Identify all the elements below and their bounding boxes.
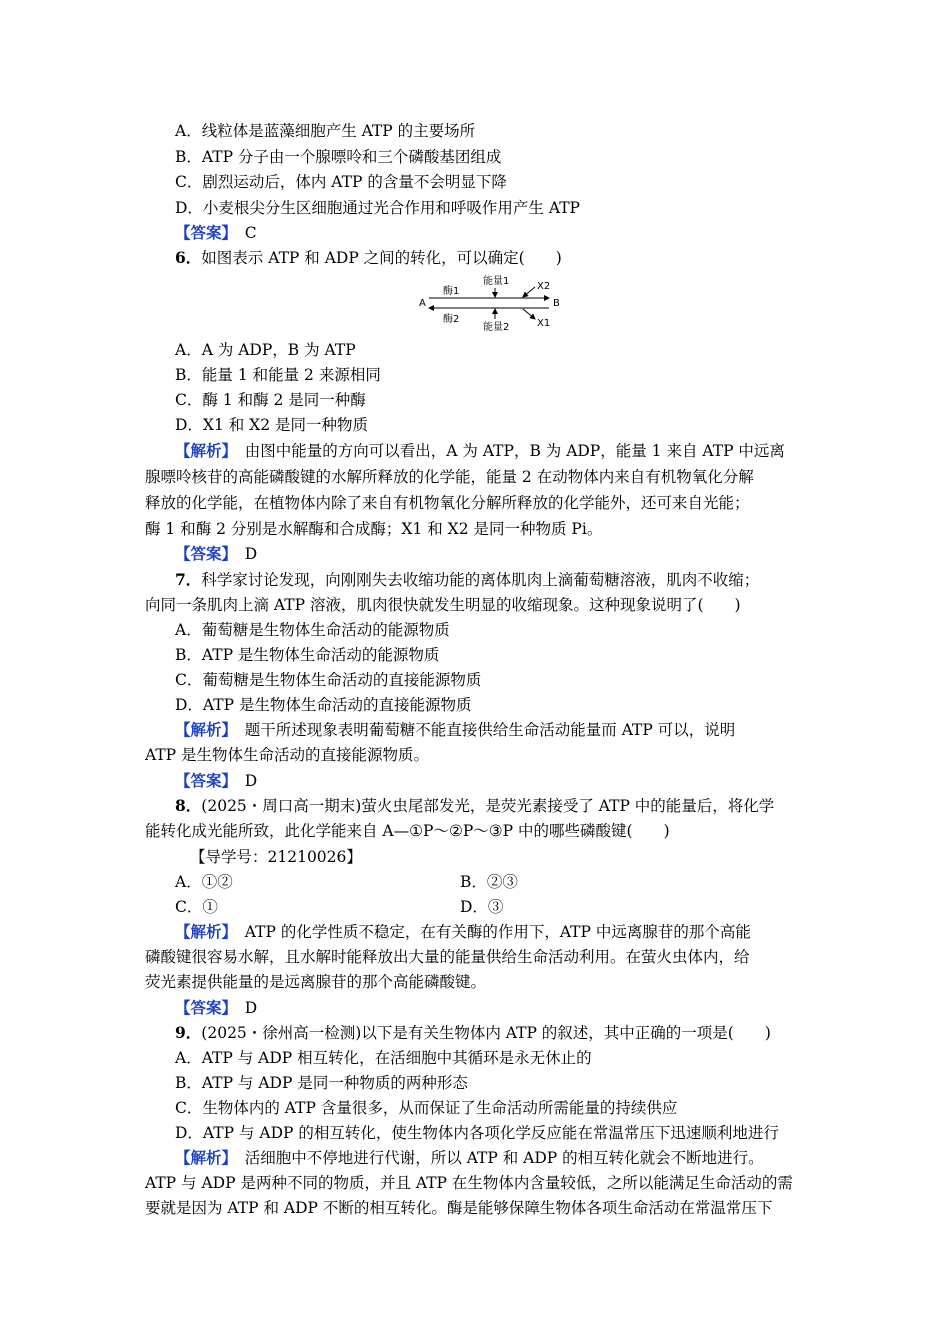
q7-option-b: B．ATP 是生物体生命活动的能源物质: [175, 646, 440, 664]
analysis-text: 活细胞中不停地进行代谢，所以 ATP 和 ADP 的相互转化就会不断地进行。: [244, 1149, 764, 1167]
q9-option-d: D．ATP 与 ADP 的相互转化，使生物体内各项化学反应能在常温常压下迅速顺利地进行: [175, 1124, 779, 1142]
q8-analysis-line-2: 磷酸键很容易水解，且水解时能释放出大量的能量供给生命活动利用。在萤火虫体内，给: [145, 948, 750, 966]
analysis-text: ATP 的化学性质不稳定，在有关酶的作用下，ATP 中远离腺苷的那个高能: [244, 923, 751, 941]
diagram-label-energy2: 能量2: [483, 322, 510, 333]
q8-answer: [175, 997, 257, 1019]
q5-option-d: D．小麦根尖分生区细胞通过光合作用和呼吸作用产生 ATP: [175, 199, 580, 217]
analysis-text: 题干所述现象表明葡萄糖不能直接供给生命活动能量而 ATP 可以，说明: [244, 721, 736, 739]
q7-option-c: C．葡萄糖是生物体生命活动的直接能源物质: [175, 671, 482, 689]
q7-option-a: A．葡萄糖是生物体生命活动的能源物质: [175, 621, 450, 639]
analysis-tag: 【解析】: [175, 441, 230, 460]
q5-option-a: A．线粒体是蓝藻细胞产生 ATP 的主要场所: [175, 122, 476, 140]
diagram-label-energy1: 能量1: [483, 276, 510, 287]
q9-option-c: C．生物体内的 ATP 含量很多，从而保证了生命活动所需能量的持续供应: [175, 1099, 678, 1117]
q6-analysis-line-2: 腺嘌呤核苷的高能磷酸键的水解所释放的化学能，能量 2 在动物体内来自有机物氧化分解: [145, 468, 754, 486]
q7-analysis-line-2: ATP 是生物体生命活动的直接能源物质。: [145, 746, 430, 764]
diagram-label-enzyme2: 酶2: [443, 314, 460, 325]
q7-answer: [175, 770, 257, 792]
q8-guide-number: 【导学号：21210026】: [190, 848, 362, 866]
answer-value: D: [244, 999, 258, 1017]
q6-option-d: D．X1 和 X2 是同一种物质: [175, 416, 369, 434]
q6-analysis-line-4: 酶 1 和酶 2 分别是水解酶和合成酶；X1 和 X2 是同一种物质 Pi。: [145, 520, 603, 538]
q9-option-a: A．ATP 与 ADP 相互转化，在活细胞中其循环是永无休止的: [175, 1049, 592, 1067]
answer-value: D: [244, 772, 258, 790]
x1-arrow: [523, 309, 535, 319]
q6-option-a: A．A 为 ADP，B 为 ATP: [175, 341, 356, 359]
analysis-text: 由图中能量的方向可以看出，A 为 ATP，B 为 ADP，能量 1 来自 ATP 中远离: [244, 442, 785, 460]
q8-option-a: A．①②: [175, 873, 233, 891]
answer-value: D: [244, 545, 258, 563]
diagram-label-x2: X2: [537, 281, 551, 292]
q5-answer: [175, 222, 257, 244]
q7-stem-line-1: [175, 569, 759, 591]
q8-option-b: B．②③: [460, 873, 518, 891]
q5-option-c: C．剧烈运动后，体内 ATP 的含量不会明显下降: [175, 173, 507, 191]
question-text: 如图表示 ATP 和 ADP 之间的转化，可以确定( ): [201, 249, 562, 267]
q7-stem-line-2: 向同一条肌肉上滴 ATP 溶液，肌肉很快就发生明显的收缩现象。这种现象说明了( ): [145, 596, 741, 614]
q6-analysis-line-3: 释放的化学能，在植物体内除了来自有机物氧化分解所释放的化学能外，还可来自光能；: [145, 494, 750, 512]
q7-analysis-line-1: [175, 719, 735, 741]
q5-option-b: B．ATP 分子由一个腺嘌呤和三个磷酸基团组成: [175, 148, 502, 166]
diagram-label-a: A: [419, 298, 426, 309]
question-text: (2025・徐州高一检测)以下是有关生物体内 ATP 的叙述，其中正确的一项是( ): [201, 1024, 771, 1042]
answer-tag: 【答案】: [175, 771, 230, 790]
q7-option-d: D．ATP 是生物体生命活动的直接能源物质: [175, 696, 472, 714]
answer-tag: 【答案】: [175, 998, 230, 1017]
analysis-tag: 【解析】: [175, 720, 230, 739]
q9-analysis-line-3: 要就是因为 ATP 和 ADP 不断的相互转化。酶是能够保障生物体各项生命活动在常温常压下: [145, 1199, 773, 1217]
analysis-tag: 【解析】: [175, 922, 230, 941]
diagram-label-b: B: [553, 298, 560, 309]
answer-tag: 【答案】: [175, 544, 230, 563]
question-number: 9．: [175, 1023, 202, 1042]
q8-option-d: D．③: [460, 898, 504, 916]
question-text: (2025・周口高一期末)萤火虫尾部发光，是荧光素接受了 ATP 中的能量后，将化学: [201, 797, 775, 815]
answer-value: C: [244, 224, 257, 242]
q6-answer: [175, 543, 257, 565]
x2-arrow: [523, 287, 535, 297]
atp-adp-conversion-diagram: [415, 272, 565, 334]
q8-analysis-line-1: [175, 921, 751, 943]
q9-stem: [175, 1022, 771, 1044]
question-number: 7．: [175, 570, 202, 589]
q9-option-b: B．ATP 与 ADP 是同一种物质的两种形态: [175, 1074, 468, 1092]
answer-tag: 【答案】: [175, 223, 230, 242]
q8-stem-line-1: [175, 795, 774, 817]
q6-option-c: C．酶 1 和酶 2 是同一种酶: [175, 391, 366, 409]
q6-option-b: B．能量 1 和能量 2 来源相同: [175, 366, 381, 384]
question-number: 8．: [175, 796, 202, 815]
q9-analysis-line-1: [175, 1147, 764, 1169]
q8-stem-line-2: 能转化成光能所致，此化学能来自 A—①P～②P～③P 中的哪些磷酸键( ): [145, 822, 670, 840]
q8-option-c: C．①: [175, 898, 218, 916]
q6-analysis-line-1: [175, 440, 785, 462]
q9-analysis-line-2: ATP 与 ADP 是两种不同的物质，并且 ATP 在生物体内含量较低，之所以能满足生命活动的需: [145, 1174, 793, 1192]
diagram-label-x1: X1: [537, 318, 551, 329]
question-text: 科学家讨论发现，向刚刚失去收缩功能的离体肌肉上滴葡萄糖溶液，肌肉不收缩；: [201, 571, 760, 589]
q6-stem: [175, 247, 562, 269]
q8-analysis-line-3: 荧光素提供能量的是远离腺苷的那个高能磷酸键。: [145, 973, 487, 991]
analysis-tag: 【解析】: [175, 1148, 230, 1167]
question-number: 6．: [175, 248, 202, 267]
diagram-label-enzyme1: 酶1: [443, 286, 460, 297]
